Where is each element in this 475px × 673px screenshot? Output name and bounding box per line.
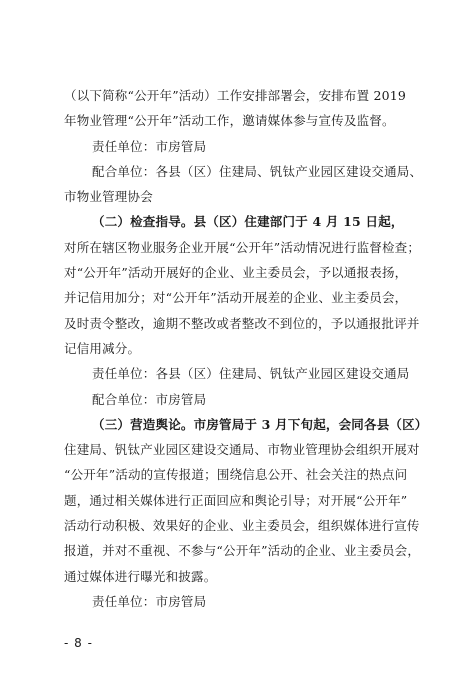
section-3-title: （三）营造舆论。市房管局于 3 月下旬起，会同各县（区） [92,417,428,432]
text-line-17: 题，通过相关媒体进行正面回应和舆论引导；对开展“公开年” [64,493,408,508]
text-line-10: 及时责令整改，逾期不整改或者整改不到位的，予以通报批评并 [64,316,420,331]
responsible-unit-3: 责任单位：市房管局 [92,594,207,609]
page-number: - 8 - [64,636,93,650]
section-3-heading [92,417,432,433]
text-line-2: 年物业管理“公开年”活动工作，邀请媒体参与宣传及监督。 [64,113,395,128]
text-line-7: 对所在辖区物业服务企业开展“公开年”活动情况进行监督检查； [64,240,421,255]
text-line-20: 通过媒体进行曝光和披露。 [64,569,217,584]
text-line-15: 住建局、钒钛产业园区建设交通局、市物业管理协会组织开展对 [64,442,420,457]
text-line-8: 对“公开年”活动开展好的企业、业主委员会，予以通报表扬， [64,265,408,280]
text-line-11: 记信用减分。 [64,341,141,356]
section-2-heading [92,214,432,230]
text-line-9: 并记信用加分；对“公开年”活动开展差的企业、业主委员会， [64,290,408,305]
section-2-title: （二）检查指导。县（区）住建部门于 4 月 15 日起， [92,214,404,229]
text-line-19: 报道，并对不重视、不参与“公开年”活动的企业、业主委员会， [64,543,421,558]
cooperating-unit-1: 配合单位：各县（区）住建局、钒钛产业园区建设交通局、 [92,164,423,179]
cooperating-unit-2: 配合单位：市房管局 [92,392,207,407]
text-line-1: （以下简称“公开年”活动）工作安排部署会，安排布置 2019 [64,88,407,103]
text-line-5: 市物业管理协会 [64,189,153,204]
responsible-unit-2: 责任单位：各县（区）住建局、钒钛产业园区建设交通局 [92,366,410,381]
text-line-16: “公开年”活动的宣传报道；围绕信息公开、社会关注的热点问 [64,467,408,482]
responsible-unit-1: 责任单位：市房管局 [92,139,207,154]
text-line-18: 活动行动积极、效果好的企业、业主委员会，组织媒体进行宣传 [64,518,420,533]
